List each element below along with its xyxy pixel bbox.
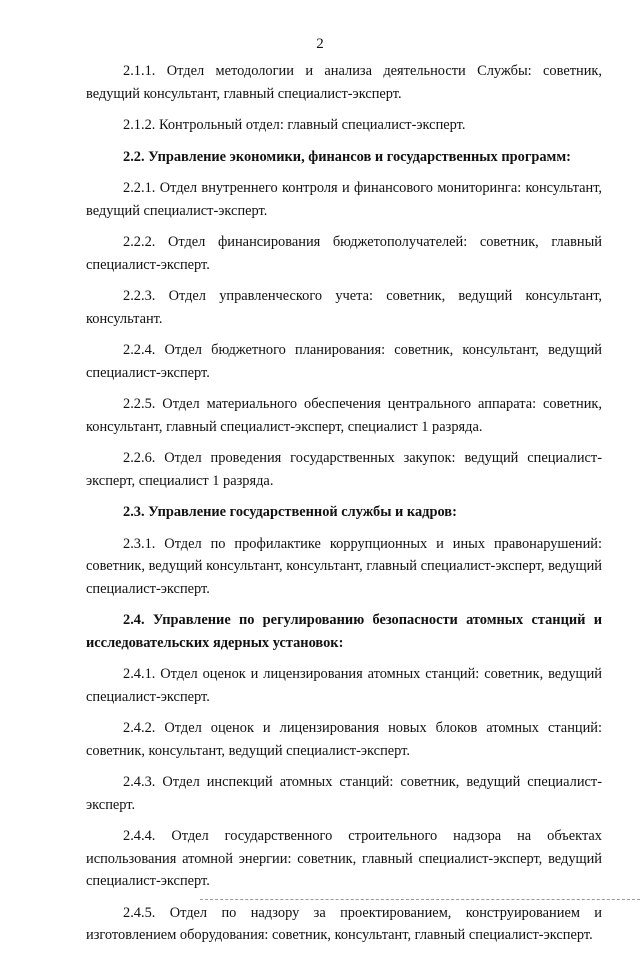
section-heading-2-3: 2.3. Управление государственной службы и кадров: [123,504,457,520]
paragraph-2-3-1: 2.3.1. Отдел по профилактике коррупционных и иных правонарушений: советник, ведущий консультант, консультант, главный специалист-эксперт, ведущий специалист-эксперт. [86,535,602,597]
scan-edge-line [200,899,640,900]
section-heading-2-2: 2.2. Управление экономики, финансов и государственных программ: [123,148,571,165]
page-number: 2 [316,36,324,52]
section-heading-2-4: 2.4. Управление по регулированию безопасности атомных станций и исследовательских ядерных установок: [86,612,602,651]
paragraph-2-4-4: 2.4.4. Отдел государственного строительного надзора на объектах использования атомной энергии: советник, главный специалист-эксперт, ведущий специалист-эксперт. [86,828,602,889]
paragraph-2-2-6: 2.2.6. Отдел проведения государственных закупок: ведущий специалист-эксперт, специалист 1 разряда. [86,450,602,489]
paragraph-2-2-2: 2.2.2. Отдел финансирования бюджетополучателей: советник, главный специалист-эксперт. [86,234,602,273]
paragraph-2-1-1: 2.1.1. Отдел методологии и анализа деятельности Службы: советник, ведущий консультант, главный специалист-эксперт. [86,63,602,102]
paragraph-2-4-1: 2.4.1. Отдел оценок и лицензирования атомных станций: советник, ведущий специалист-эксперт. [86,666,602,705]
paragraph-2-2-4: 2.2.4. Отдел бюджетного планирования: советник, консультант, ведущий специалист-эксперт. [86,342,602,381]
document-body [86,60,602,956]
paragraph-2-4-3: 2.4.3. Отдел инспекций атомных станций: советник, ведущий специалист-эксперт. [86,774,602,813]
paragraph-2-4-2: 2.4.2. Отдел оценок и лицензирования новых блоков атомных станций: советник, консультант, ведущий специалист-эксперт. [86,720,602,759]
paragraph-2-1-2: 2.1.2. Контрольный отдел: главный специалист-эксперт. [123,117,466,133]
paragraph-2-2-3: 2.2.3. Отдел управленческого учета: советник, ведущий консультант, консультант. [86,288,602,327]
paragraph-2-2-5: 2.2.5. Отдел материального обеспечения центрального аппарата: советник, консультант, главный специалист-эксперт, специалист 1 разряда. [86,396,602,435]
paragraph-2-2-1: 2.2.1. Отдел внутреннего контроля и финансового мониторинга: консультант, ведущий специалист-эксперт. [86,180,602,219]
paragraph-2-4-5: 2.4.5. Отдел по надзору за проектированием, конструированием и изготовлением оборудования: советник, консультант, главный специалист-эксперт. [86,904,602,943]
